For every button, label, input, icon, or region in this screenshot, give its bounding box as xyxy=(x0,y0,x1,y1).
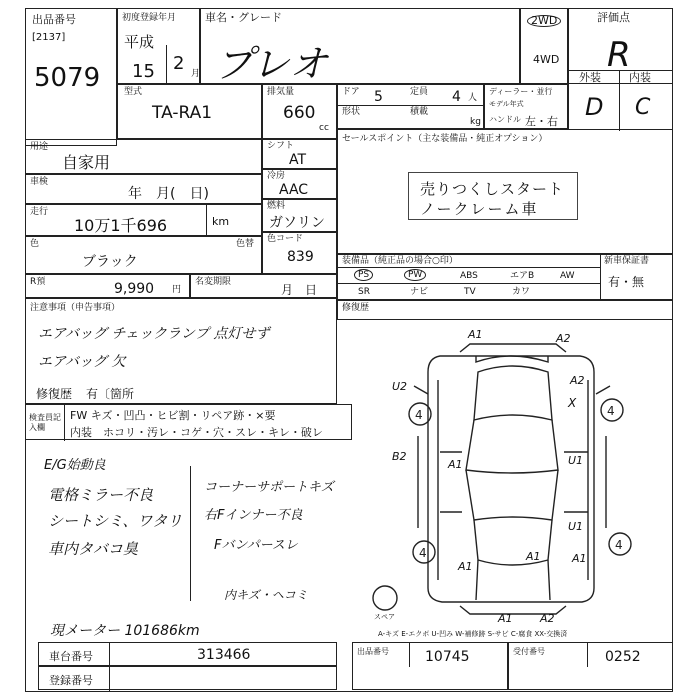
interior-value: C xyxy=(635,95,651,120)
grade-value: R xyxy=(607,35,631,75)
equip-tv: TV xyxy=(464,287,476,297)
shape-label: 形状 xyxy=(342,107,361,117)
entry-no-label: 出品番号 xyxy=(357,647,389,656)
reg-year-label: 初度登録年月 xyxy=(122,13,177,23)
grade-label: 評価点 xyxy=(597,11,630,24)
capacity-unit: 人 xyxy=(468,93,478,103)
mark-back-a1: A1 xyxy=(498,612,513,625)
color-code-label: 色コード xyxy=(267,234,304,244)
hw-title: E/G始動良 xyxy=(44,458,106,473)
equip-pw: PW xyxy=(404,269,426,281)
mark-door-u1b: U1 xyxy=(568,520,584,533)
usage-value: 自家用 xyxy=(62,153,111,172)
load-unit: kg xyxy=(470,117,481,127)
hw-line-3: 車内タバコ臭 xyxy=(48,540,138,558)
mark-door-u1: U1 xyxy=(568,454,584,467)
equip-leather: カワ xyxy=(512,287,531,297)
warranty-label: 新車保証書 xyxy=(604,256,650,266)
mark-front-a2: A2 xyxy=(556,332,571,345)
mileage-label: 走行 xyxy=(30,207,49,217)
color-code-value: 839 xyxy=(287,249,314,265)
mark-back-a2: A2 xyxy=(540,612,555,625)
lot-label: 出品番号 xyxy=(32,13,76,26)
recycle-value: 9,990 xyxy=(114,281,155,297)
equip-ps: PS xyxy=(354,269,373,281)
fuel-value: ガソリン xyxy=(269,215,325,231)
sales-line1: 売りつくしスタート xyxy=(420,180,565,198)
inspection-value: 年 月( 日) xyxy=(128,186,209,202)
wheel-mark-rl: 4 xyxy=(419,546,427,560)
sales-line2: ノークレーム車 xyxy=(420,200,539,218)
receipt-label: 受付番号 xyxy=(513,647,545,656)
receipt-box xyxy=(508,642,673,690)
inspection-label: 車検 xyxy=(30,177,49,187)
handle-value: 左・右 xyxy=(525,115,558,128)
mark-roof-a1: A1 xyxy=(526,550,541,563)
wheel-mark-rr: 4 xyxy=(615,538,623,552)
hw-meter-note: 現メーター 101686km xyxy=(50,623,200,639)
exterior-value: D xyxy=(585,93,604,121)
shift-label: シフト xyxy=(267,141,295,151)
year: 15 xyxy=(132,61,155,82)
doors-label: ドア xyxy=(342,87,360,97)
reg-box xyxy=(38,666,337,690)
car-name: プレオ xyxy=(215,42,328,86)
capacity-value: 4 xyxy=(452,89,461,105)
hw-line-5: 右Fインナー不良 xyxy=(204,508,303,523)
wheels xyxy=(373,399,631,610)
repair-label: 修復歴 xyxy=(36,387,73,401)
doors-value: 5 xyxy=(374,89,383,105)
warranty-value: 有・無 xyxy=(608,275,645,289)
extra-label: 修復歴 xyxy=(342,303,370,313)
spare-label: スペア xyxy=(374,613,395,621)
damage-legend: A-キズ E-エクボ U-凹み W-補修跡 S-サビ C-腐食 XX-交換済 xyxy=(378,630,568,638)
interior-label: 内装 xyxy=(629,71,651,84)
name-change-label: 名変期限 xyxy=(195,277,232,287)
equip-label: 装備品（純正品の場合○印） xyxy=(342,256,458,266)
wheel-mark-fl: 4 xyxy=(415,408,423,422)
model-year-label: モデル年式 xyxy=(489,100,524,108)
capacity-label: 定員 xyxy=(410,87,429,97)
mark-left-u2: U2 xyxy=(392,380,408,393)
inspect-row1: FW キズ・凹凸・ヒビ割・リペア跡・×要 xyxy=(70,409,276,422)
mark-left-b2: B2 xyxy=(392,450,407,463)
drive-2wd: 2WD xyxy=(527,15,561,27)
entry-no-value: 10745 xyxy=(425,649,470,665)
model-label: 型式 xyxy=(124,87,143,97)
recycle-unit: 円 xyxy=(172,285,182,295)
inspect-label: 検査員記入欄 xyxy=(29,413,61,432)
displacement-label: 排気量 xyxy=(267,87,295,97)
handle-label: ハンドル xyxy=(489,115,521,124)
equip-navi: ナビ xyxy=(410,287,429,297)
fuel-label: 燃料 xyxy=(267,201,286,211)
usage-label: 用途 xyxy=(30,142,49,152)
mark-rear-a1: A1 xyxy=(458,560,473,573)
reg-label: 登録番号 xyxy=(49,674,93,687)
ac-value: AAC xyxy=(279,182,309,198)
wheel-mark-fr: 4 xyxy=(607,404,615,418)
mark-x: X xyxy=(568,396,577,410)
ac-label: 冷房 xyxy=(267,171,286,181)
note-label: 注意事項（申告事項） xyxy=(30,303,121,313)
displacement-unit: cc xyxy=(319,123,329,133)
sales-point-label: セールスポイント（主な装備品・純正オプション） xyxy=(342,134,548,144)
equip-sr: SR xyxy=(358,287,370,297)
equip-aw: AW xyxy=(560,271,575,281)
hw-line-4: コーナーサポートキズ xyxy=(204,480,334,495)
name-label: 車名・グレード xyxy=(205,11,282,24)
mark-hood-a1: A1 xyxy=(448,458,463,471)
wheel-marks xyxy=(415,404,623,560)
note-line2: エアバッグ 欠 xyxy=(38,354,126,370)
shift-value: AT xyxy=(289,152,307,168)
model-value: TA-RA1 xyxy=(152,103,213,123)
hw-line-1: 電格ミラー不良 xyxy=(48,486,154,504)
receipt-value: 0252 xyxy=(605,649,641,665)
displacement-value: 660 xyxy=(283,103,316,123)
hw-line-7: 内キズ・ヘコミ xyxy=(224,588,308,602)
equip-abs: ABS xyxy=(460,271,478,281)
mark-front-a1: A1 xyxy=(468,328,483,341)
drive-4wd: 4WD xyxy=(533,53,560,66)
lot-number: 5079 xyxy=(34,63,101,93)
equip-airbag: エアB xyxy=(510,271,535,281)
repair-value: 有〔箇所 xyxy=(86,387,135,401)
note-line1: エアバッグ チェックランプ 点灯せず xyxy=(38,326,270,342)
color-change-label: 色替 xyxy=(236,239,255,249)
mileage-unit: km xyxy=(212,215,230,228)
entry-no-box xyxy=(352,642,508,690)
era: 平成 xyxy=(124,33,155,51)
dealer-label: ディーラー・並行 xyxy=(489,87,553,96)
load-label: 積載 xyxy=(410,107,429,117)
recycle-label: R預 xyxy=(30,277,46,287)
name-change-value: 月 日 xyxy=(281,283,318,297)
inspect-row2: 内装 ホコリ・汚レ・コゲ・穴・スレ・キレ・破レ xyxy=(70,426,323,439)
hw-line-2: シートシミ、ワタリ xyxy=(48,512,183,530)
color-label: 色 xyxy=(30,239,40,249)
mileage-value: 10万1千696 xyxy=(74,216,168,235)
chassis-label: 車台番号 xyxy=(49,650,93,663)
lot-sub: [2137] xyxy=(32,32,66,43)
chassis-box xyxy=(38,642,337,666)
chassis-value: 313466 xyxy=(197,647,251,663)
color-value: ブラック xyxy=(82,254,138,270)
month-unit: 月 xyxy=(191,69,201,79)
hw-line-6: Fバンパースレ xyxy=(214,538,298,553)
month: 2 xyxy=(173,53,185,74)
mark-right-a2: A2 xyxy=(570,374,585,387)
exterior-label: 外装 xyxy=(579,71,601,84)
mark-back-a1b: A1 xyxy=(572,552,587,565)
